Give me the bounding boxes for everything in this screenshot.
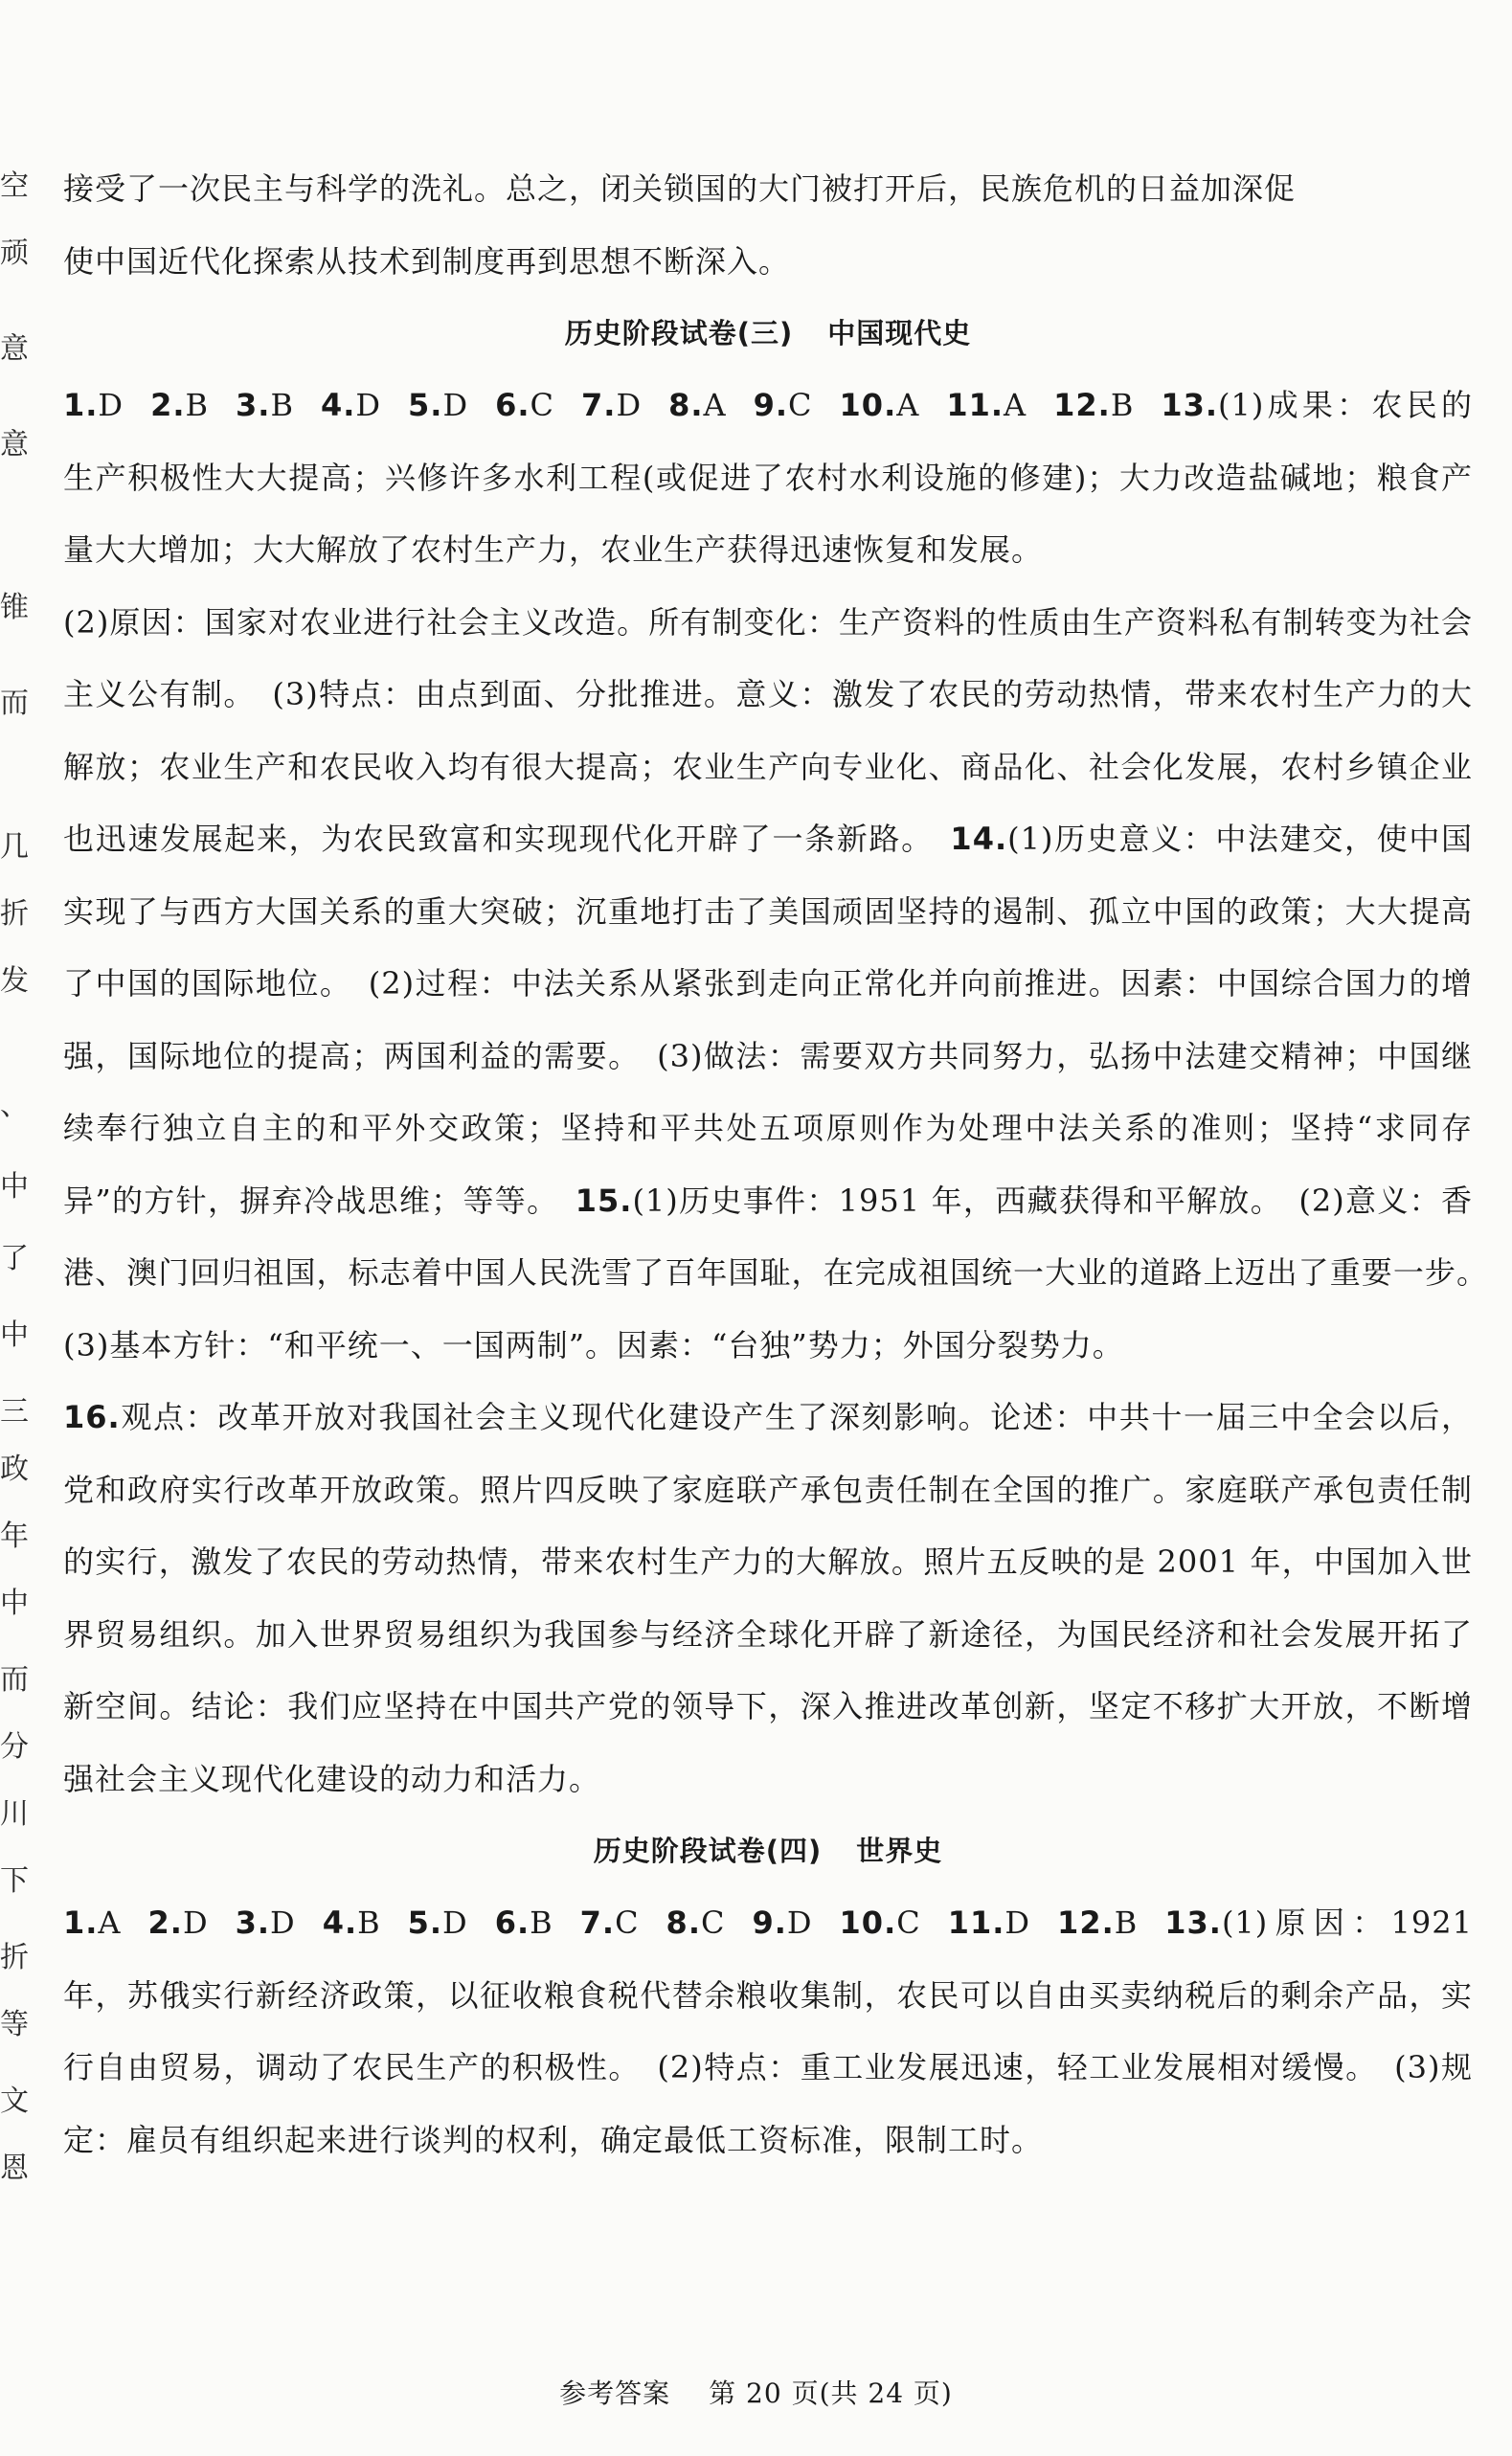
s4-answer-5 [408,1904,468,1941]
s3-answer-11 [946,387,1027,423]
s4-answer-number: 6. [494,1904,530,1941]
s3-answer-letter: C [788,387,813,423]
s4-answer-letter: D [270,1904,296,1941]
s4-answer-number: 3. [235,1904,271,1941]
page-footer [0,2377,1512,2411]
s3-answer-letter: A [1004,387,1027,423]
q13-number: 13. [1161,387,1219,423]
q15-text: (1)历史事件：1951 年，西藏获得和平解放。 (2)意义：香港、澳门回归祖国，标志着中国人民洗雪了百年国耻，在完成祖国统一大业的道路上迈出了重要一步。 (3)基本方针：“和平统一、一国两制”。因素：“台独”势力；外国分裂势力。 [63,1182,1505,1363]
s4-answer-7 [580,1904,640,1941]
s3-answer-12 [1053,387,1134,423]
margin-fragment: 中 [0,1587,29,1620]
margin-fragment: 发 [0,964,29,998]
s3-answer-letter: D [442,387,469,423]
s4-answer-8 [666,1904,726,1941]
s4-q13-start: (1)原因：1921 [1221,1904,1473,1941]
margin-fragment: 年 [0,1520,29,1553]
s4-answer-2 [148,1904,209,1941]
s3-answer-letter: D [355,387,382,423]
margin-fragment: 几 [0,830,29,864]
s4-answer-letter: C [896,1904,921,1941]
margin-fragment: 下 [0,1864,29,1898]
s3-answer-5 [408,387,468,423]
s3-answer-2 [150,387,209,423]
margin-fragment: 锥 [0,591,29,624]
section-4-body [63,1887,1473,2176]
s4-answer-letter: B [530,1904,553,1941]
s3-answer-letter: A [703,387,727,423]
s3-answer-letter: D [98,387,124,423]
s4-answer-letter: D [182,1904,209,1941]
margin-fragment: 折 [0,1941,29,1974]
margin-fragment: 三 [0,1395,29,1429]
s3-answer-number: 3. [236,387,271,423]
s3-answer-number: 9. [753,387,789,423]
margin-fragment: 、 [0,1089,29,1122]
section-4-choice-answers [63,1904,1164,1941]
s3-answer-6 [495,387,554,423]
s4-answer-number: 2. [147,1904,183,1941]
section-4-heading [63,1815,1473,1887]
section-3-choice-answers [63,387,1161,423]
margin-fragment: 而 [0,1663,29,1697]
s4-answer-number: 4. [322,1904,358,1941]
s4-answer-11 [948,1904,1030,1941]
section-3-body-2 [63,587,1505,1383]
margin-fragment: 折 [0,897,29,931]
s4-answer-number: 9. [752,1904,787,1941]
s4-answer-12 [1057,1904,1138,1941]
s4-answer-1 [63,1904,122,1941]
section-3-body-1 [63,370,1473,587]
margin-fragment: 意 [0,428,29,462]
intro-line-2: 使中国近代化探索从技术到制度再到思想不断深入。 [63,242,791,280]
s4-answer-6 [495,1904,553,1941]
margin-fragment: 中 [0,1318,29,1352]
s4-answer-number: 8. [666,1904,701,1941]
s4-answer-number: 5. [407,1904,443,1941]
section-3-body-3 [63,1382,1473,1815]
section-3-subtitle: 中国现代史 [827,317,972,349]
s3-answer-letter: A [896,387,920,423]
margin-fragment: 川 [0,1797,29,1831]
q13-paragraph-2: (2)原因：国家对农业进行社会主义改造。所有制变化：生产资料的性质由生产资料私有制转变为社会主义公有制。 (3)特点：由点到面、分批推进。意义：激发了农民的劳动热情，带来农村生产力的大解放；农业生产和农民收入均有很大提高；农业生产向专业化、商品化、社会化发展，农村乡镇企业也迅速发展起来，为农民致富和实现现代化开辟了一条新路。 [63,603,1473,857]
s4-answer-number: 1. [63,1904,99,1941]
section-3-title: 历史阶段试卷(三) [564,317,794,349]
s4-answer-letter: A [98,1904,122,1941]
q16-text: 观点：改革开放对我国社会主义现代化建设产生了深刻影响。论述：中共十一届三中全会以后，党和政府实行改革开放政策。照片四反映了家庭联产承包责任制在全国的推广。家庭联产承包责任制的实行，激发了农民的劳动热情，带来农村生产力的大解放。照片五反映的是 2001 年，中国加入世界贸易组织。加入世界贸易组织为我国参与经济全球化开辟了新途径，为国民经济和社会发展开拓了新空间。结论：我们应坚持在中国共产党的领导下，深入推进改革创新，坚定不移扩大开放，不断增强社会主义现代化建设的动力和活力。 [63,1399,1473,1797]
s4-answer-3 [236,1904,296,1941]
s3-answer-number: 10. [839,387,897,423]
s3-answer-letter: B [270,387,294,423]
s3-answer-letter: D [616,387,643,423]
q14-text: (1)历史意义：中法建交，使中国实现了与西方大国关系的重大突破；沉重地打击了美国顽固坚持的遏制、孤立中国的政策；大大提高了中国的国际地位。 (2)过程：中法关系从紧张到走向正常化并向前推进。因素：中国综合国力的增强，国际地位的提高；两国利益的需要。 (3)做法：需要双方共同努力，弘扬中法建交精神；中国继续奉行独立自主的和平外交政策；坚持和平共处五项原则作为处理中法关系的准则；坚持“求同存异”的方针，摒弃冷战思维；等等。 [63,821,1473,1219]
s3-answer-9 [754,387,813,423]
margin-fragment: 而 [0,687,29,720]
q13-paragraph-1: 民的生产积极性大大提高；兴修许多水利工程(或促进了农村水利设施的修建)；大力改造盐碱地；粮食产量大大增加；大大解放了农村生产力，农业生产获得迅速恢复和发展。 [63,387,1473,568]
s3-answer-number: 2. [150,387,186,423]
s3-answer-letter: B [1110,387,1135,423]
s4-answer-number: 10. [839,1904,897,1941]
section-4-title: 历史阶段试卷(四) [593,1835,823,1867]
s4-answer-number: 7. [579,1904,616,1941]
s3-answer-7 [581,387,642,423]
s4-answer-number: 12. [1057,1904,1115,1941]
s3-answer-letter: C [530,387,555,423]
s4-answer-letter: B [1114,1904,1139,1941]
intro-paragraph [63,153,1473,298]
s3-answer-8 [668,387,727,423]
s4-answer-letter: D [442,1904,468,1941]
s4-answer-letter: B [357,1904,381,1941]
s4-answer-10 [840,1904,921,1941]
s3-answer-4 [321,387,381,423]
s3-answer-3 [236,387,294,423]
section-4-subtitle: 世界史 [856,1835,943,1867]
s4-answer-letter: D [786,1904,813,1941]
footer-label: 参考答案 [559,2377,671,2409]
margin-fragment: 政 [0,1453,29,1486]
s4-answer-letter: C [615,1904,640,1941]
intro-line-1: 接受了一次民主与科学的洗礼。总之，闭关锁国的大门被打开后，民族危机的日益加深促 [63,170,1297,207]
margin-fragment: 恩 [0,2152,29,2185]
q16-number: 16. [63,1399,121,1435]
margin-fragment: 意 [0,332,29,366]
left-margin-bleed-text [0,144,27,2442]
s3-answer-number: 8. [668,387,704,423]
margin-fragment: 顽 [0,237,29,270]
page-content [63,153,1505,2176]
s4-q13-text: 年，苏俄实行新经济政策，以征收粮食税代替余粮收集制，农民可以自由买卖纳税后的剩余产品，实行自由贸易，调动了农民生产的积极性。 (2)特点：重工业发展迅速，轻工业发展相对缓慢。 (3)规定：雇员有组织起来进行谈判的权利，确定最低工资标准，限制工时。 [63,1976,1473,2158]
s4-answer-4 [323,1904,381,1941]
s3-answer-1 [63,387,124,423]
s3-answer-number: 7. [581,387,617,423]
section-3-heading [63,298,1473,370]
q14-number: 14. [950,821,1008,857]
margin-fragment: 空 [0,169,29,203]
s3-answer-number: 1. [63,387,99,423]
s3-answer-number: 12. [1053,387,1111,423]
s3-answer-number: 5. [408,387,443,423]
s4-answer-number: 11. [947,1904,1005,1941]
q15-number: 15. [575,1182,633,1219]
margin-fragment: 了 [0,1242,29,1275]
margin-fragment: 文 [0,2084,29,2118]
s4-answer-letter: D [1004,1904,1031,1941]
q13-start: (1)成果：农 [1218,387,1407,423]
page-number: 第 20 页(共 24 页) [709,2377,953,2409]
s4-answer-letter: C [700,1904,726,1941]
s3-answer-number: 11. [946,387,1004,423]
margin-fragment: 中 [0,1170,29,1204]
s4-q13-number: 13. [1164,1904,1222,1941]
margin-fragment: 分 [0,1730,29,1764]
s3-answer-number: 6. [495,387,530,423]
s3-answer-letter: B [185,387,210,423]
s3-answer-10 [840,387,920,423]
s4-answer-9 [752,1904,812,1941]
margin-fragment: 等 [0,2008,29,2041]
s3-answer-number: 4. [320,387,356,423]
